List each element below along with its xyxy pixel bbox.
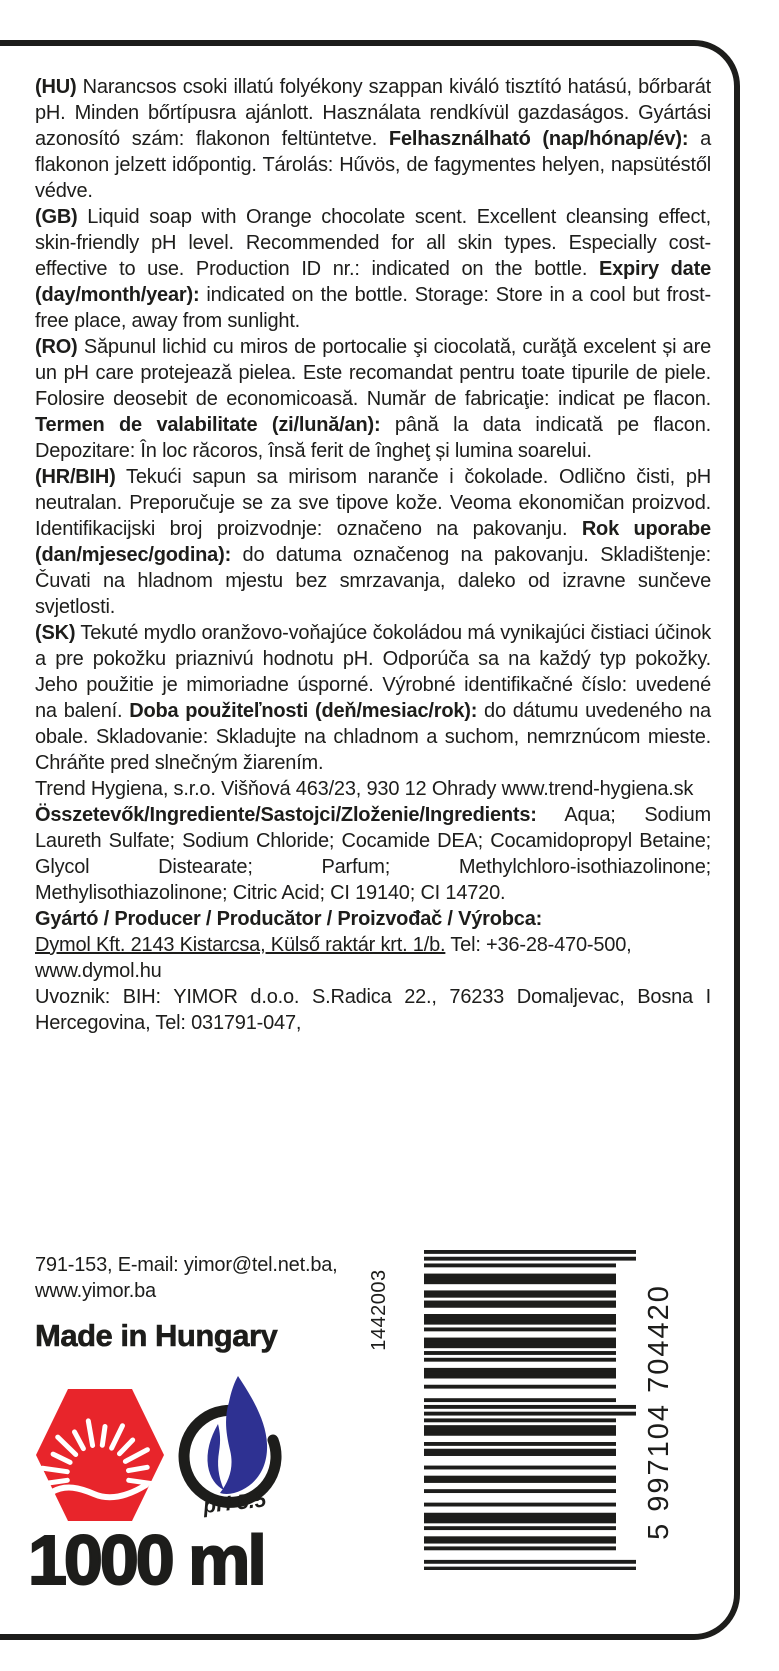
language-tag-sk: (SK) bbox=[35, 622, 76, 644]
volume-text: 1000 ml bbox=[28, 1521, 264, 1599]
ingredients-heading: Összetevők/Ingrediente/Sastojci/Zloženie/Ingredients: bbox=[35, 804, 537, 826]
paragraph-text: a flakonon jelzett időpontig. Tárolás: Hűvös, de fagymentes helyen, napsütéstől védve. bbox=[35, 128, 712, 202]
ph-flame-icon bbox=[172, 1372, 308, 1536]
label-text-column bbox=[35, 74, 711, 1036]
ingredients-list: Aqua; Sodium Laureth Sulfate; Sodium Chloride; Cocamide DEA; Cocamidopropyl Betaine; Glycol Distearate; Parfum; Methylchloro-isothiazolinone; Methylisothiazolinone; Citric Acid; CI 19140; CI 14720. bbox=[35, 804, 711, 904]
paragraph-text: indicated on the bottle. Storage: Store in a cool but frost-free place, away from sunlight. bbox=[35, 284, 711, 332]
language-tag-ro: (RO) bbox=[35, 336, 78, 358]
ingredients-paragraph bbox=[35, 802, 711, 906]
production-serial-number: 1442003 bbox=[368, 1269, 390, 1351]
paragraph-text: Narancsos csoki illatú folyékony szappan kiváló tisztító hatású, bőrbarát pH. Minden bőrtípusra ajánlott. Használata rendkívül gazdaságos. Gyártási azonosító szám: flakonon feltüntetve. bbox=[35, 76, 711, 150]
barcode-number: 5 997104 704420 bbox=[643, 1284, 675, 1540]
barcode bbox=[424, 1250, 670, 1570]
paragraph-text: Tekući sapun sa mirisom naranče i čokolade. Odlično čisti, pH neutralan. Preporučuje se za sve tipove kože. Veoma ekonomičan proizvod. Identifikacijski broj proizvodnje: označeno na pakovanju. bbox=[35, 466, 711, 540]
paragraph-ro bbox=[35, 334, 711, 464]
expiry-bold-hr-bih: Rok uporabe (dan/mjesec/godina): bbox=[35, 518, 711, 566]
paragraph-text: Săpunul lichid cu miros de portocalie şi ciocolată, curăţă excelent și are un pH care protejează pielea. Este recomandat pentru toate tipurile de piele. Folosire deosebit de economicoasă. Număr de fabricaţie: indicat pe flacon. bbox=[35, 336, 711, 410]
expiry-bold-sk: Doba použiteľnosti (deň/mesiac/rok): bbox=[129, 700, 478, 722]
importer-phone-line: 791-153, E-mail: yimor@tel.net.ba, bbox=[35, 1254, 338, 1276]
expiry-bold-ro: Termen de valabilitate (zi/lună/an): bbox=[35, 414, 381, 436]
importer-line: Uvoznik: BIH: YIMOR d.o.o. S.Radica 22., 76233 Domaljevac, Bosna I Hercegovina, Tel: 031791-047, bbox=[35, 986, 711, 1034]
label-tail-column bbox=[35, 1252, 395, 1354]
language-tag-gb: (GB) bbox=[35, 206, 78, 228]
paragraph-text: do dátumu uvedeného na obale. Skladovanie: Skladujte na chladnom a suchom, nemrznúcom mieste. Chráňte pred slnečným žiarením. bbox=[35, 700, 711, 774]
expiry-bold-gb: Expiry date (day/month/year): bbox=[35, 258, 711, 306]
paragraph-text: până la data indicată pe flacon. Depozitare: În loc răcoros, însă ferit de îngheţ și lumina soarelui. bbox=[35, 414, 711, 462]
producer-address bbox=[35, 932, 711, 958]
barcode-bars bbox=[424, 1250, 636, 1570]
made-in-text: Made in Hungary bbox=[35, 1318, 278, 1353]
paragraph-sk bbox=[35, 620, 711, 776]
importer-website: www.yimor.ba bbox=[35, 1280, 156, 1302]
ph-value-text: pH 5.5 bbox=[202, 1488, 268, 1518]
paragraph-hu bbox=[35, 74, 711, 204]
producer-phone: Tel: +36-28-470-500, bbox=[445, 934, 632, 956]
language-tag-hu: (HU) bbox=[35, 76, 77, 98]
expiry-bold-hu: Felhasználható (nap/hónap/év): bbox=[388, 128, 689, 150]
distributor-line: Trend Hygiena, s.r.o. Višňová 463/23, 930 12 Ohrady www.trend-hygiena.sk bbox=[35, 778, 694, 800]
producer-heading: Gyártó / Producer / Producător / Proizvođač / Výrobca: bbox=[35, 908, 543, 930]
paragraph-hr-bih bbox=[35, 464, 711, 620]
paragraph-text: Tekuté mydlo oranžovo-voňajúce čokoládou má vynikajúci čistiaci účinok a pre pokožku priaznivú hodnotu pH. Odporúča sa na každý typ pokožky. Jeho použitie je mimoriadne úsporné. Výrobné identifikačné číslo: uvedené na balení. bbox=[35, 622, 711, 722]
paragraph-gb bbox=[35, 204, 711, 334]
flame-main bbox=[220, 1376, 267, 1494]
paragraph-text: Liquid soap with Orange chocolate scent. Excellent cleansing effect, skin-friendly pH level. Recommended for all skin types. Especially cost-effective to use. Production ID nr.: indicated on the bottle. bbox=[35, 206, 711, 280]
language-tag-hr-bih: (HR/BIH) bbox=[35, 466, 116, 488]
producer-address-underlined: Dymol Kft. 2143 Kistarcsa, Külső raktár krt. 1/b. bbox=[35, 934, 446, 956]
paragraph-text: do datuma označenog na pakovanju. Skladištenje: Čuvati na hladnom mjestu bez smrzavanja, daleko od izravne sunčeve svjetlosti. bbox=[35, 544, 711, 618]
sunrise-hexagon-icon bbox=[36, 1388, 164, 1522]
producer-website: www.dymol.hu bbox=[35, 960, 162, 982]
flame-inner bbox=[207, 1424, 224, 1490]
